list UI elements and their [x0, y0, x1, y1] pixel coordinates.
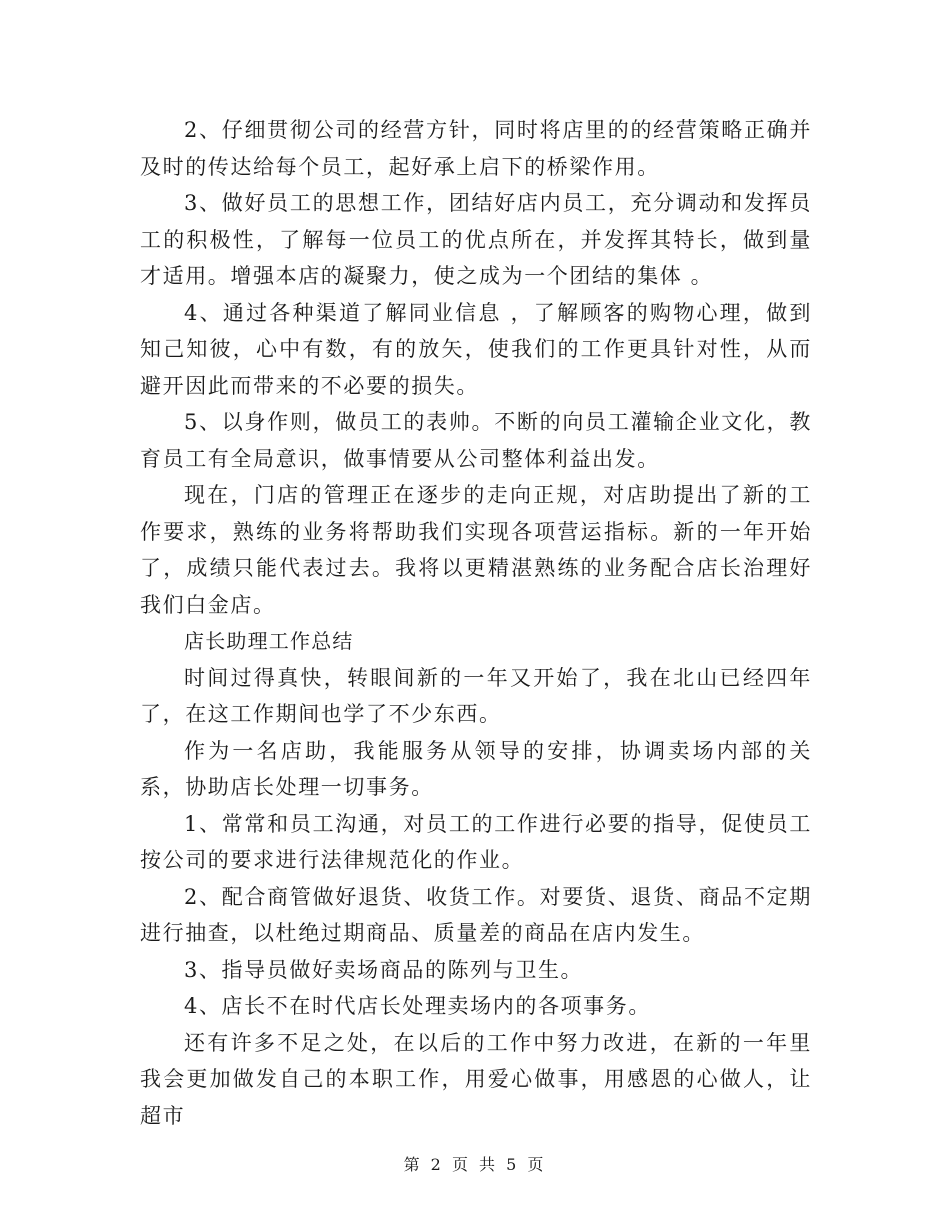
paragraph-intro: 时间过得真快，转眼间新的一年又开始了，我在北山已经四年了，在这工作期间也学了不少东西。	[140, 665, 812, 726]
paragraph-item-4: 4、通过各种渠道了解同业信息 ，了解顾客的购物心理，做到知己知彼，心中有数，有的放矢，使我们的工作更具针对性，从而避开因此而带来的不必要的损失。	[140, 300, 812, 398]
document-body	[140, 112, 812, 1134]
paragraph-item-5: 5、以身作则，做员工的表帅。不断的向员工灌输企业文化，教育员工有全局意识，做事情要从公司整体利益出发。	[140, 410, 812, 471]
paragraph-item-2: 2、仔细贯彻公司的经营方针，同时将店里的的经营策略正确并及时的传达给每个员工，起好承上启下的桥梁作用。	[140, 118, 812, 179]
paragraph-duty-3: 3、指导员做好卖场商品的陈列与卫生。	[184, 957, 584, 982]
page-number-footer: 第 2 页 共 5 页	[403, 1155, 547, 1174]
paragraph-duty-2: 2、配合商管做好退货、收货工作。对要货、退货、商品不定期进行抽查，以杜绝过期商品、质量差的商品在店内发生。	[140, 884, 812, 945]
paragraph-duty-1: 1、常常和员工沟通，对员工的工作进行必要的指导，促使员工按公司的要求进行法律规范化的作业。	[140, 811, 812, 872]
paragraph-item-3: 3、做好员工的思想工作，团结好店内员工，充分调动和发挥员工的积极性，了解每一位员工的优点所在，并发挥其特长，做到量才适用。增强本店的凝聚力，使之成为一个团结的集体 。	[140, 191, 812, 288]
paragraph-closing: 还有许多不足之处，在以后的工作中努力改进，在新的一年里我会更加做发自己的本职工作，用爱心做事，用感恩的心做人，让超市	[140, 1030, 812, 1128]
section-heading: 店长助理工作总结	[184, 629, 354, 653]
paragraph-duty-4: 4、店长不在时代店长处理卖场内的各项事务。	[184, 994, 651, 1018]
paragraph-role: 作为一名店助，我能服务从领导的安排，协调卖场内部的关系，协助店长处理一切事务。	[140, 738, 812, 799]
paragraph-summary: 现在，门店的管理正在逐步的走向正规，对店助提出了新的工作要求，熟练的业务将帮助我们实现各项营运指标。新的一年开始了，成绩只能代表过去。我将以更精湛熟练的业务配合店长治理好我们白金店。	[140, 483, 812, 617]
